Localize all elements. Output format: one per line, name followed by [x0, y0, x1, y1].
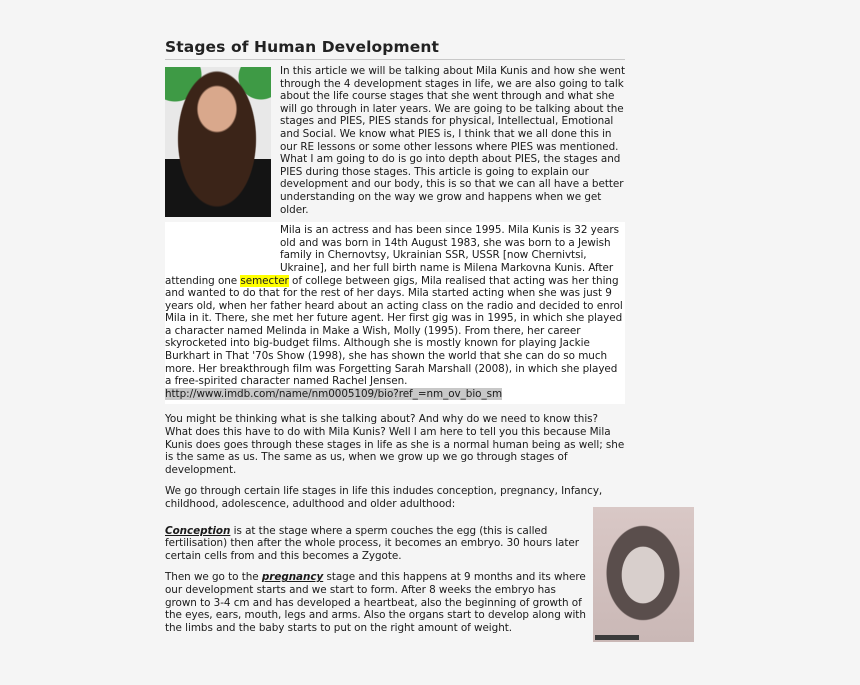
- pregnancy-text: stage and this happens at 9 months and its where our development starts and we start to form. After 8 weeks the embryo has grown to 3-4 cm and has developed a heartbeat, also the beginning of growth of the eyes, ears, mouth, legs and arms. Also the organs start to develop along with the limbs and the baby starts to put on the right amount of weight.: [165, 571, 586, 634]
- child-portrait-image: [593, 507, 694, 642]
- intro-text: In this article we will be talking about Mila Kunis and how she went through the 4 development stages in life, we are also going to talk about the life course stages that she went through and what she will go through in later years. We are going to be talking about the stages and PIES, PIES stands for physical, Intellectual, Emotional and Social. We know what PIES is, I think that we all done this in our RE lessons or some other lessons where PIES was mentioned. What I am going to do is go into depth about PIES, the stages and PIES during those stages. This article is going to explain our development and our body, this is so that we can all have a better understanding on the way we grow and happens when we get older.: [280, 65, 625, 216]
- bio-paragraph: [165, 224, 625, 400]
- conception-paragraph: [165, 525, 625, 563]
- pregnancy-paragraph: [165, 571, 625, 634]
- bio-text-end: of college between gigs, Mila realised that acting was her thing and wanted to do that for the rest of her days. Mila started acting when she was just 9 years old, when her father heard about an acting class on the radio and decided to enrol Mila in it. There, she met her future agent. Her first gig was in 1995, in which she played a character named Melinda in Make a Wish, Molly (1995). From there, her career skyrocketed into big-budget films. Although she is mostly known for playing Jackie Burkhart in That '70s Show (1998), she has shown the world that she can do so much more. Her breakthrough film was Forgetting Sarah Marshall (2008), in which she played a free-spirited character named Rachel Jensen.: [165, 274, 623, 388]
- pregnancy-term: pregnancy: [261, 571, 324, 584]
- pregnancy-intro: Then we go to the: [165, 571, 262, 584]
- stages-paragraph: We go through certain life stages in life this indudes conception, pregnancy, Infancy, childhood, adolescence, adulthood and older adulthood:: [165, 485, 603, 510]
- bio-text-start: Mila is an actress and has been since 1995. Mila Kunis is 32 years old and was born in 14th August 1983, she was born to a Jewish family in Chernovtsy, Ukrainian SSR, USSR [now Chernivtsi, Ukraine], and her full birth name is Milena Markovna Kunis. After attending one: [165, 224, 620, 287]
- imdb-link[interactable]: http://www.imdb.com/name/nm0005109/bio?ref_=nm_ov_bio_sm: [165, 387, 503, 400]
- conception-term: Conception: [165, 524, 231, 537]
- highlighted-word: semecter: [240, 274, 289, 287]
- image-wrap-spacer: [165, 224, 280, 272]
- document-page: [165, 38, 625, 634]
- conception-text: is at the stage where a sperm couches the egg (this is called fertilisation) then after the whole process, it becomes an embryo. 30 hours later certain cells from and this becomes a Zygote.: [165, 524, 579, 562]
- page-title: Stages of Human Development: [165, 38, 625, 60]
- why-paragraph: You might be thinking what is she talking about? And why do we need to know this? What does this have to do with Mila Kunis? Well I am here to tell you this because Mila Kunis does goes through these stages in life as she is a normal human being as well; she is the same as us. The same as us, when we grow up we go through stages of development.: [165, 413, 625, 476]
- adult-portrait-image: [165, 67, 271, 217]
- intro-paragraph: [165, 65, 625, 216]
- bio-block: [165, 222, 625, 404]
- photo-credit-watermark: [595, 635, 639, 640]
